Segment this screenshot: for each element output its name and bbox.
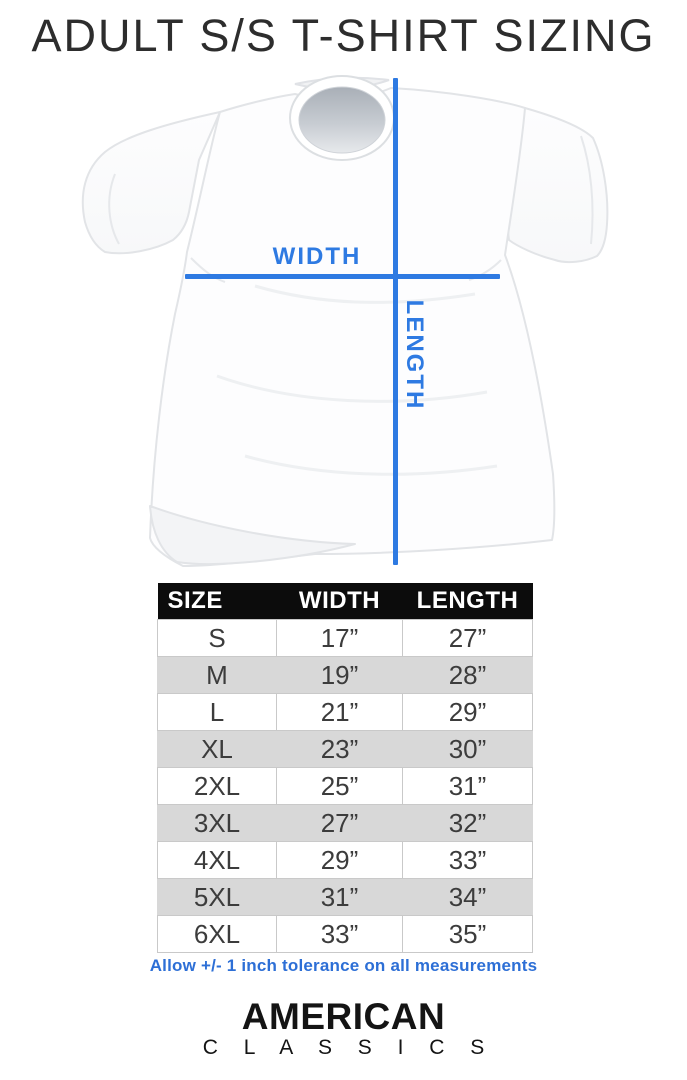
table-cell: 31”: [277, 879, 403, 916]
table-cell: 29”: [277, 842, 403, 879]
table-cell: 33”: [277, 916, 403, 953]
table-cell: 4XL: [158, 842, 277, 879]
brand-logo: [0, 998, 687, 1059]
table-row: [158, 731, 533, 768]
table-row: [158, 768, 533, 805]
tshirt-illustration: [55, 74, 635, 574]
table-cell: 17”: [277, 620, 403, 657]
brand-subname: C L A S S I C S: [202, 1036, 495, 1059]
table-cell: 31”: [403, 768, 533, 805]
size-table: [157, 583, 533, 953]
table-cell: 34”: [403, 879, 533, 916]
length-label: LENGTH: [401, 299, 428, 411]
table-row: [158, 620, 533, 657]
table-cell: 19”: [277, 657, 403, 694]
table-row: [158, 657, 533, 694]
table-cell: 2XL: [158, 768, 277, 805]
table-cell: 32”: [403, 805, 533, 842]
table-cell: L: [158, 694, 277, 731]
table-cell: XL: [158, 731, 277, 768]
table-cell: 25”: [277, 768, 403, 805]
table-row: [158, 842, 533, 879]
table-cell: 21”: [277, 694, 403, 731]
table-cell: 6XL: [158, 916, 277, 953]
header-length: LENGTH: [403, 583, 533, 620]
width-label: WIDTH: [272, 243, 362, 270]
width-measure-line: [185, 274, 500, 279]
tshirt-diagram: [55, 74, 635, 574]
table-cell: M: [158, 657, 277, 694]
brand-name: AMERICAN: [241, 996, 446, 1037]
table-cell: 23”: [277, 731, 403, 768]
table-cell: 30”: [403, 731, 533, 768]
table-row: [158, 879, 533, 916]
table-cell: 3XL: [158, 805, 277, 842]
table-cell: 33”: [403, 842, 533, 879]
table-cell: 27”: [277, 805, 403, 842]
table-cell: 28”: [403, 657, 533, 694]
header-size: SIZE: [158, 583, 277, 620]
table-cell: S: [158, 620, 277, 657]
table-row: [158, 916, 533, 953]
table-row: [158, 805, 533, 842]
tshirt-collar: [290, 76, 394, 160]
table-row: [158, 694, 533, 731]
page-title: ADULT S/S T-SHIRT SIZING: [31, 10, 656, 61]
table-cell: 27”: [403, 620, 533, 657]
table-cell: 29”: [403, 694, 533, 731]
length-measure-line: [393, 78, 398, 565]
table-header-row: [158, 583, 533, 620]
tolerance-note: Allow +/- 1 inch tolerance on all measurements: [149, 956, 538, 975]
table-cell: 35”: [403, 916, 533, 953]
header-width: WIDTH: [277, 583, 403, 620]
table-cell: 5XL: [158, 879, 277, 916]
